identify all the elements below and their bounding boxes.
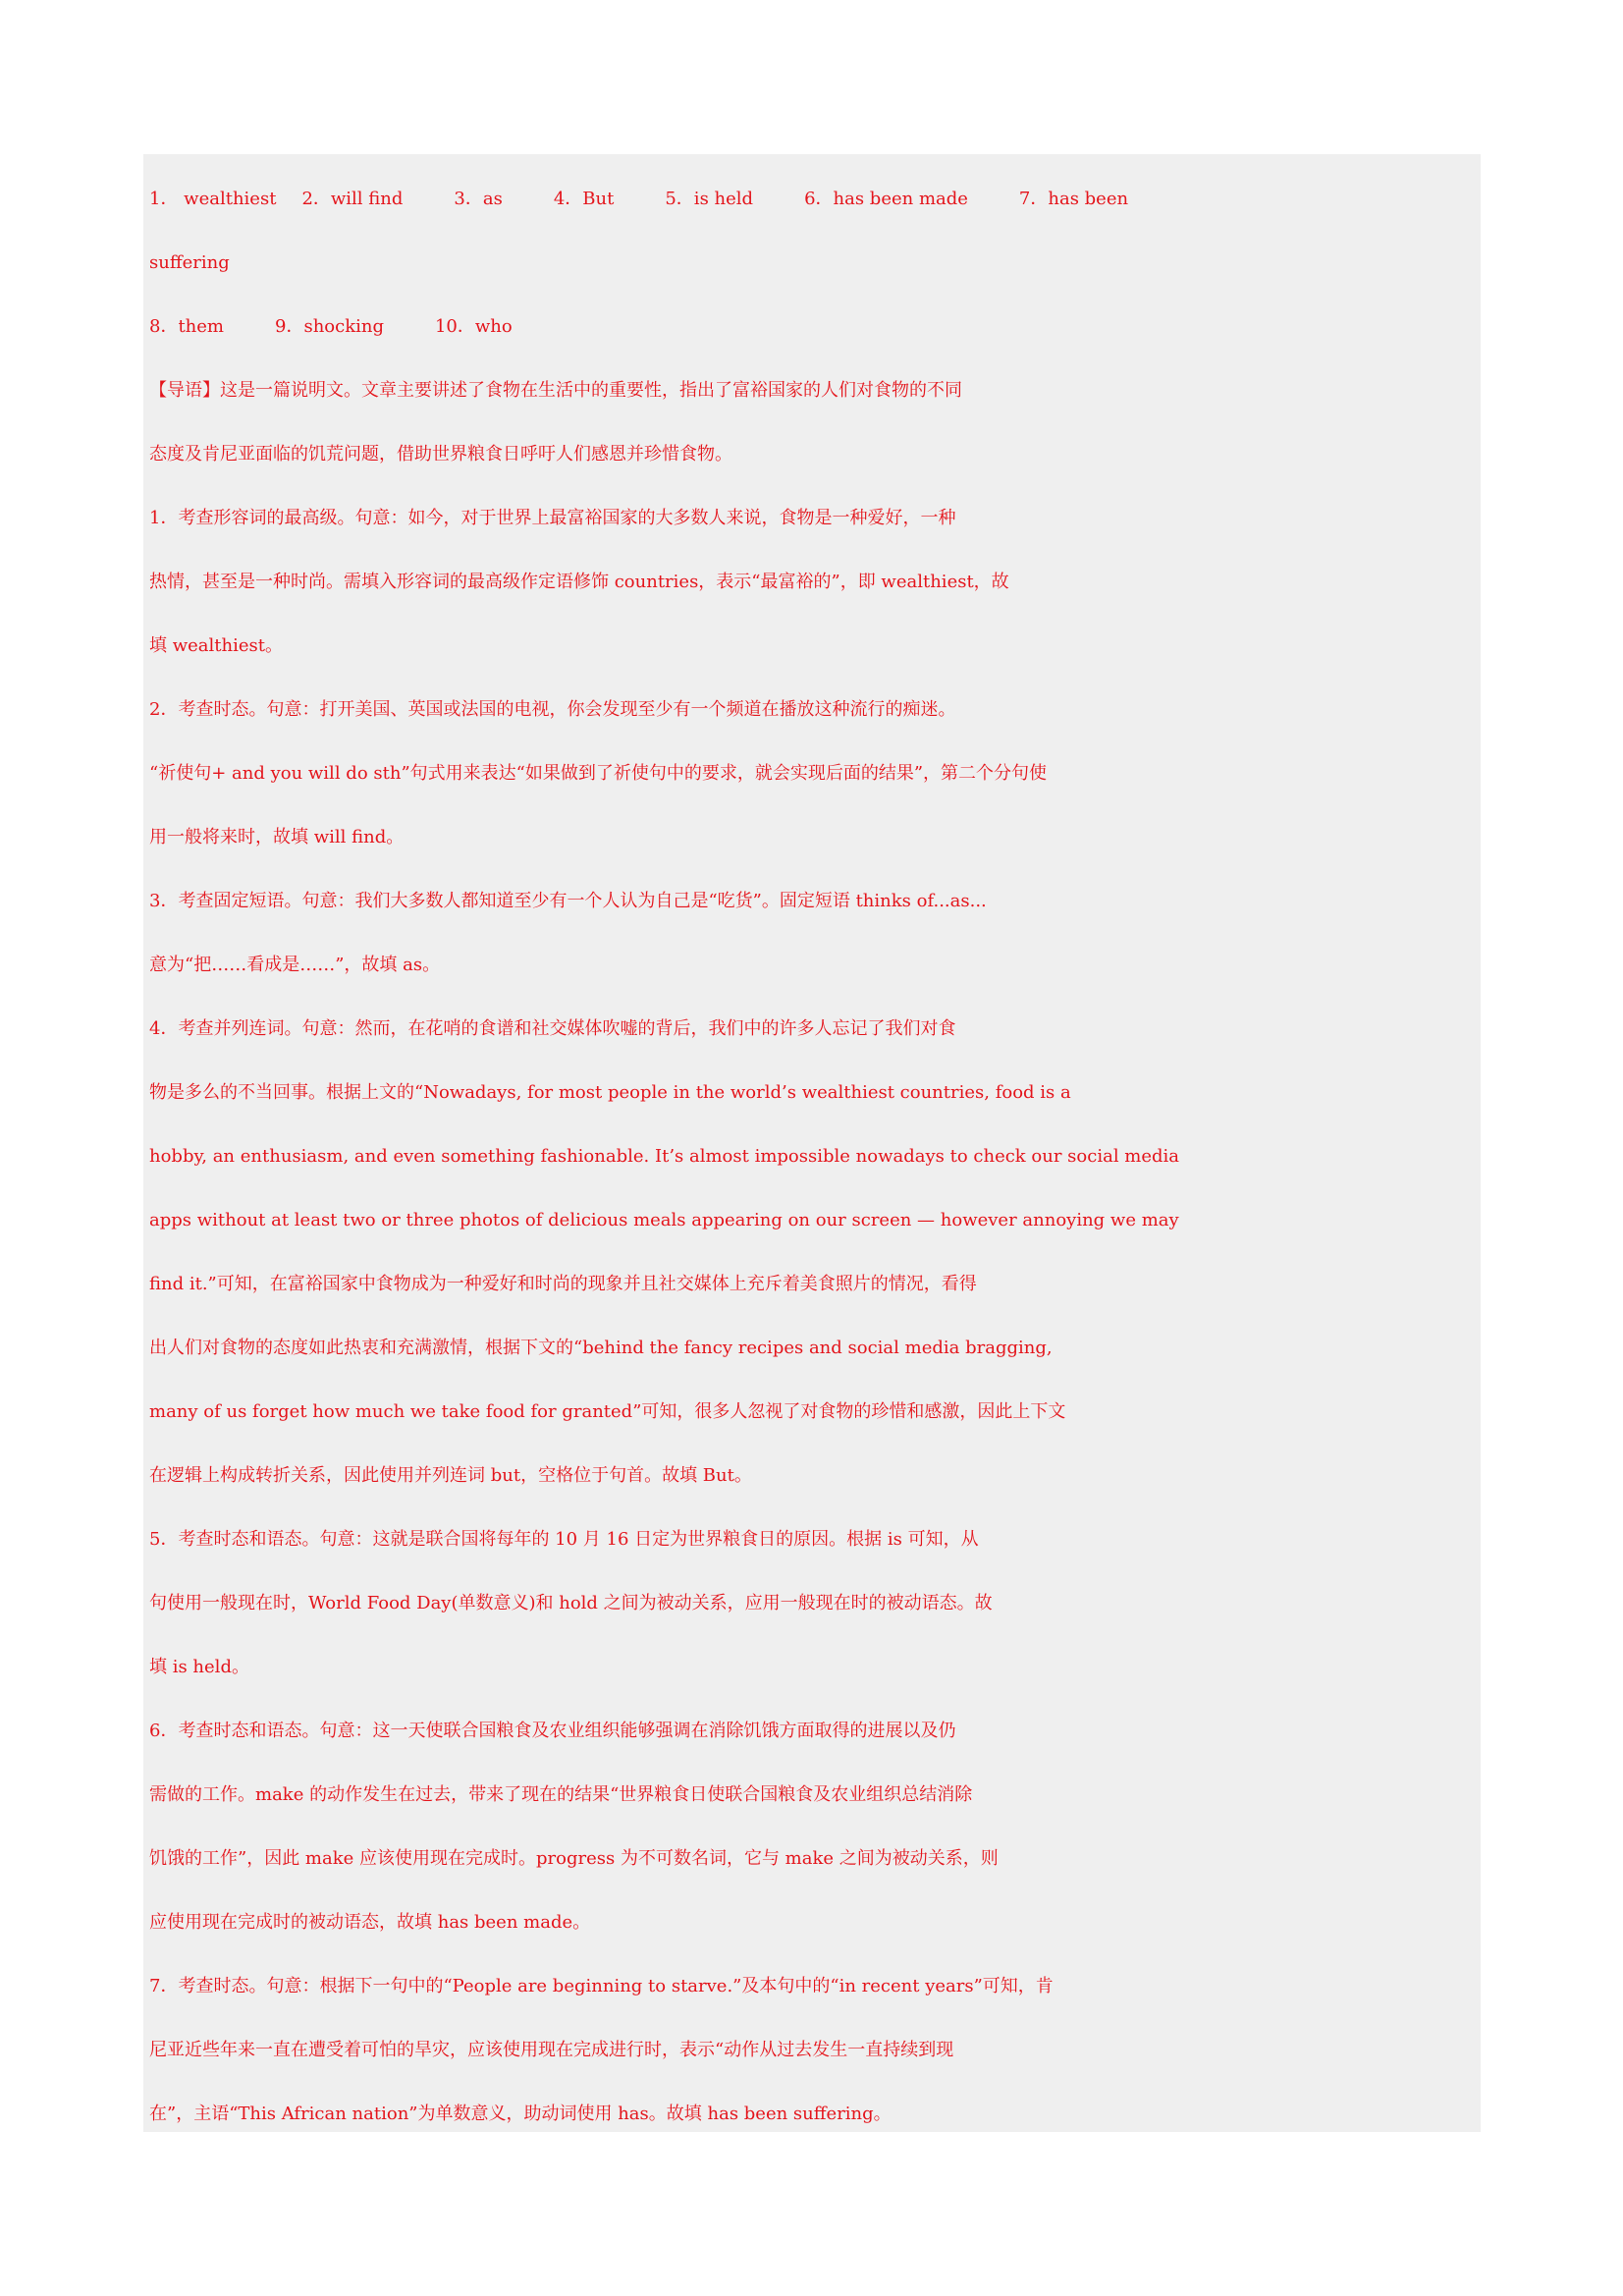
answer-2: 2．will find <box>301 189 404 209</box>
explanation-4-line-1: 4．考查并列连词。句意：然而，在花哨的食谱和社交媒体吹嘘的背后，我们中的许多人忘记了我们对食 <box>149 1018 956 1039</box>
answer-explanation-box <box>143 154 1481 2132</box>
explanation-7-line-1: 7．考查时态。句意：根据下一句中的“People are beginning to starve.”及本句中的“in recent years”可知，肯 <box>149 1976 1054 1996</box>
explanation-2-line-1: 2．考查时态。句意：打开美国、英国或法国的电视，你会发现至少有一个频道在播放这种流行的痴迷。 <box>149 699 956 720</box>
explanation-4-line-8: 在逻辑上构成转折关系，因此使用并列连词 but，空格位于句首。故填 But。 <box>149 1465 752 1486</box>
answer-7: 7．has been <box>1018 189 1129 209</box>
answer-10: 10．who <box>434 316 513 337</box>
answer-6: 6．has been made <box>804 189 968 209</box>
intro-line-1: 【导语】这是一篇说明文。文章主要讲述了食物在生活中的重要性，指出了富裕国家的人们对食物的不同 <box>149 380 962 401</box>
answer-1: 1． wealthiest <box>149 189 277 209</box>
explanation-3-line-2: 意为“把……看成是……”，故填 as。 <box>149 955 441 975</box>
explanation-6-line-3: 饥饿的工作”，因此 make 应该使用现在完成时。progress 为不可数名词，它与 make 之间为被动关系，则 <box>149 1848 999 1869</box>
explanation-7-line-3: 在”，主语“This African nation”为单数意义，助动词使用 has。故填 has been suffering。 <box>149 2104 892 2124</box>
explanation-1-line-3: 填 wealthiest。 <box>149 635 283 656</box>
answer-row-1-wrap: suffering <box>149 252 230 273</box>
explanation-6-line-2: 需做的工作。make 的动作发生在过去，带来了现在的结果“世界粮食日使联合国粮食及农业组织总结消除 <box>149 1784 973 1805</box>
explanation-7-line-2: 尼亚近些年来一直在遭受着可怕的旱灾，应该使用现在完成进行时，表示“动作从过去发生一直持续到现 <box>149 2040 954 2060</box>
explanation-5-line-3: 填 is held。 <box>149 1657 249 1677</box>
answer-row-1 <box>149 167 1471 231</box>
explanation-6-line-1: 6．考查时态和语态。句意：这一天使联合国粮食及农业组织能够强调在消除饥饿方面取得的进展以及仍 <box>149 1721 956 1741</box>
explanation-1-line-2: 热情，甚至是一种时尚。需填入形容词的最高级作定语修饰 countries，表示“最富裕的”，即 wealthiest，故 <box>149 572 1009 592</box>
explanation-5-line-2: 句使用一般现在时，World Food Day(单数意义)和 hold 之间为被动关系，应用一般现在时的被动语态。故 <box>149 1593 993 1613</box>
explanation-4-line-6: 出人们对食物的态度如此热衷和充满激情，根据下文的“behind the fancy recipes and social media bragging, <box>149 1338 1053 1358</box>
explanation-4-line-2: 物是多么的不当回事。根据上文的“Nowadays, for most people in the world’s wealthiest countries, food is a <box>149 1082 1071 1103</box>
explanation-4-line-3: hobby, an enthusiasm, and even something fashionable. It’s almost impossible nowadays to check our social media <box>149 1146 1180 1167</box>
explanation-4-line-7: many of us forget how much we take food for granted”可知，很多人忽视了对食物的珍惜和感激，因此上下文 <box>149 1401 1066 1422</box>
explanation-4-line-4: apps without at least two or three photos of delicious meals appearing on our screen — however annoying we may <box>149 1210 1179 1230</box>
answer-3: 3．as <box>454 189 503 209</box>
explanation-6-line-4: 应使用现在完成时的被动语态，故填 has been made。 <box>149 1912 591 1933</box>
answer-9: 9．shocking <box>275 316 384 337</box>
explanation-3-line-1: 3．考查固定短语。句意：我们大多数人都知道至少有一个人认为自己是“吃货”。固定短语 thinks of...as... <box>149 891 987 911</box>
explanation-2-line-3: 用一般将来时，故填 will find。 <box>149 827 405 847</box>
explanation-2-line-2: “祈使句+ and you will do sth”句式用来表达“如果做到了祈使句中的要求，就会实现后面的结果”，第二个分句使 <box>149 763 1048 784</box>
explanation-1-line-1: 1．考查形容词的最高级。句意：如今，对于世界上最富裕国家的大多数人来说，食物是一种爱好，一种 <box>149 508 956 528</box>
answer-5: 5．is held <box>665 189 754 209</box>
answer-8: 8．them <box>149 316 224 337</box>
intro-line-2: 态度及肯尼亚面临的饥荒问题，借助世界粮食日呼吁人们感恩并珍惜食物。 <box>149 444 732 465</box>
explanation-5-line-1: 5．考查时态和语态。句意：这就是联合国将每年的 10 月 16 日定为世界粮食日的原因。根据 is 可知，从 <box>149 1529 979 1550</box>
answer-row-2 <box>149 295 1471 358</box>
explanation-4-line-5: find it.”可知，在富裕国家中食物成为一种爱好和时尚的现象并且社交媒体上充斥着美食照片的情况，看得 <box>149 1274 977 1294</box>
answer-4: 4．But <box>553 189 615 209</box>
